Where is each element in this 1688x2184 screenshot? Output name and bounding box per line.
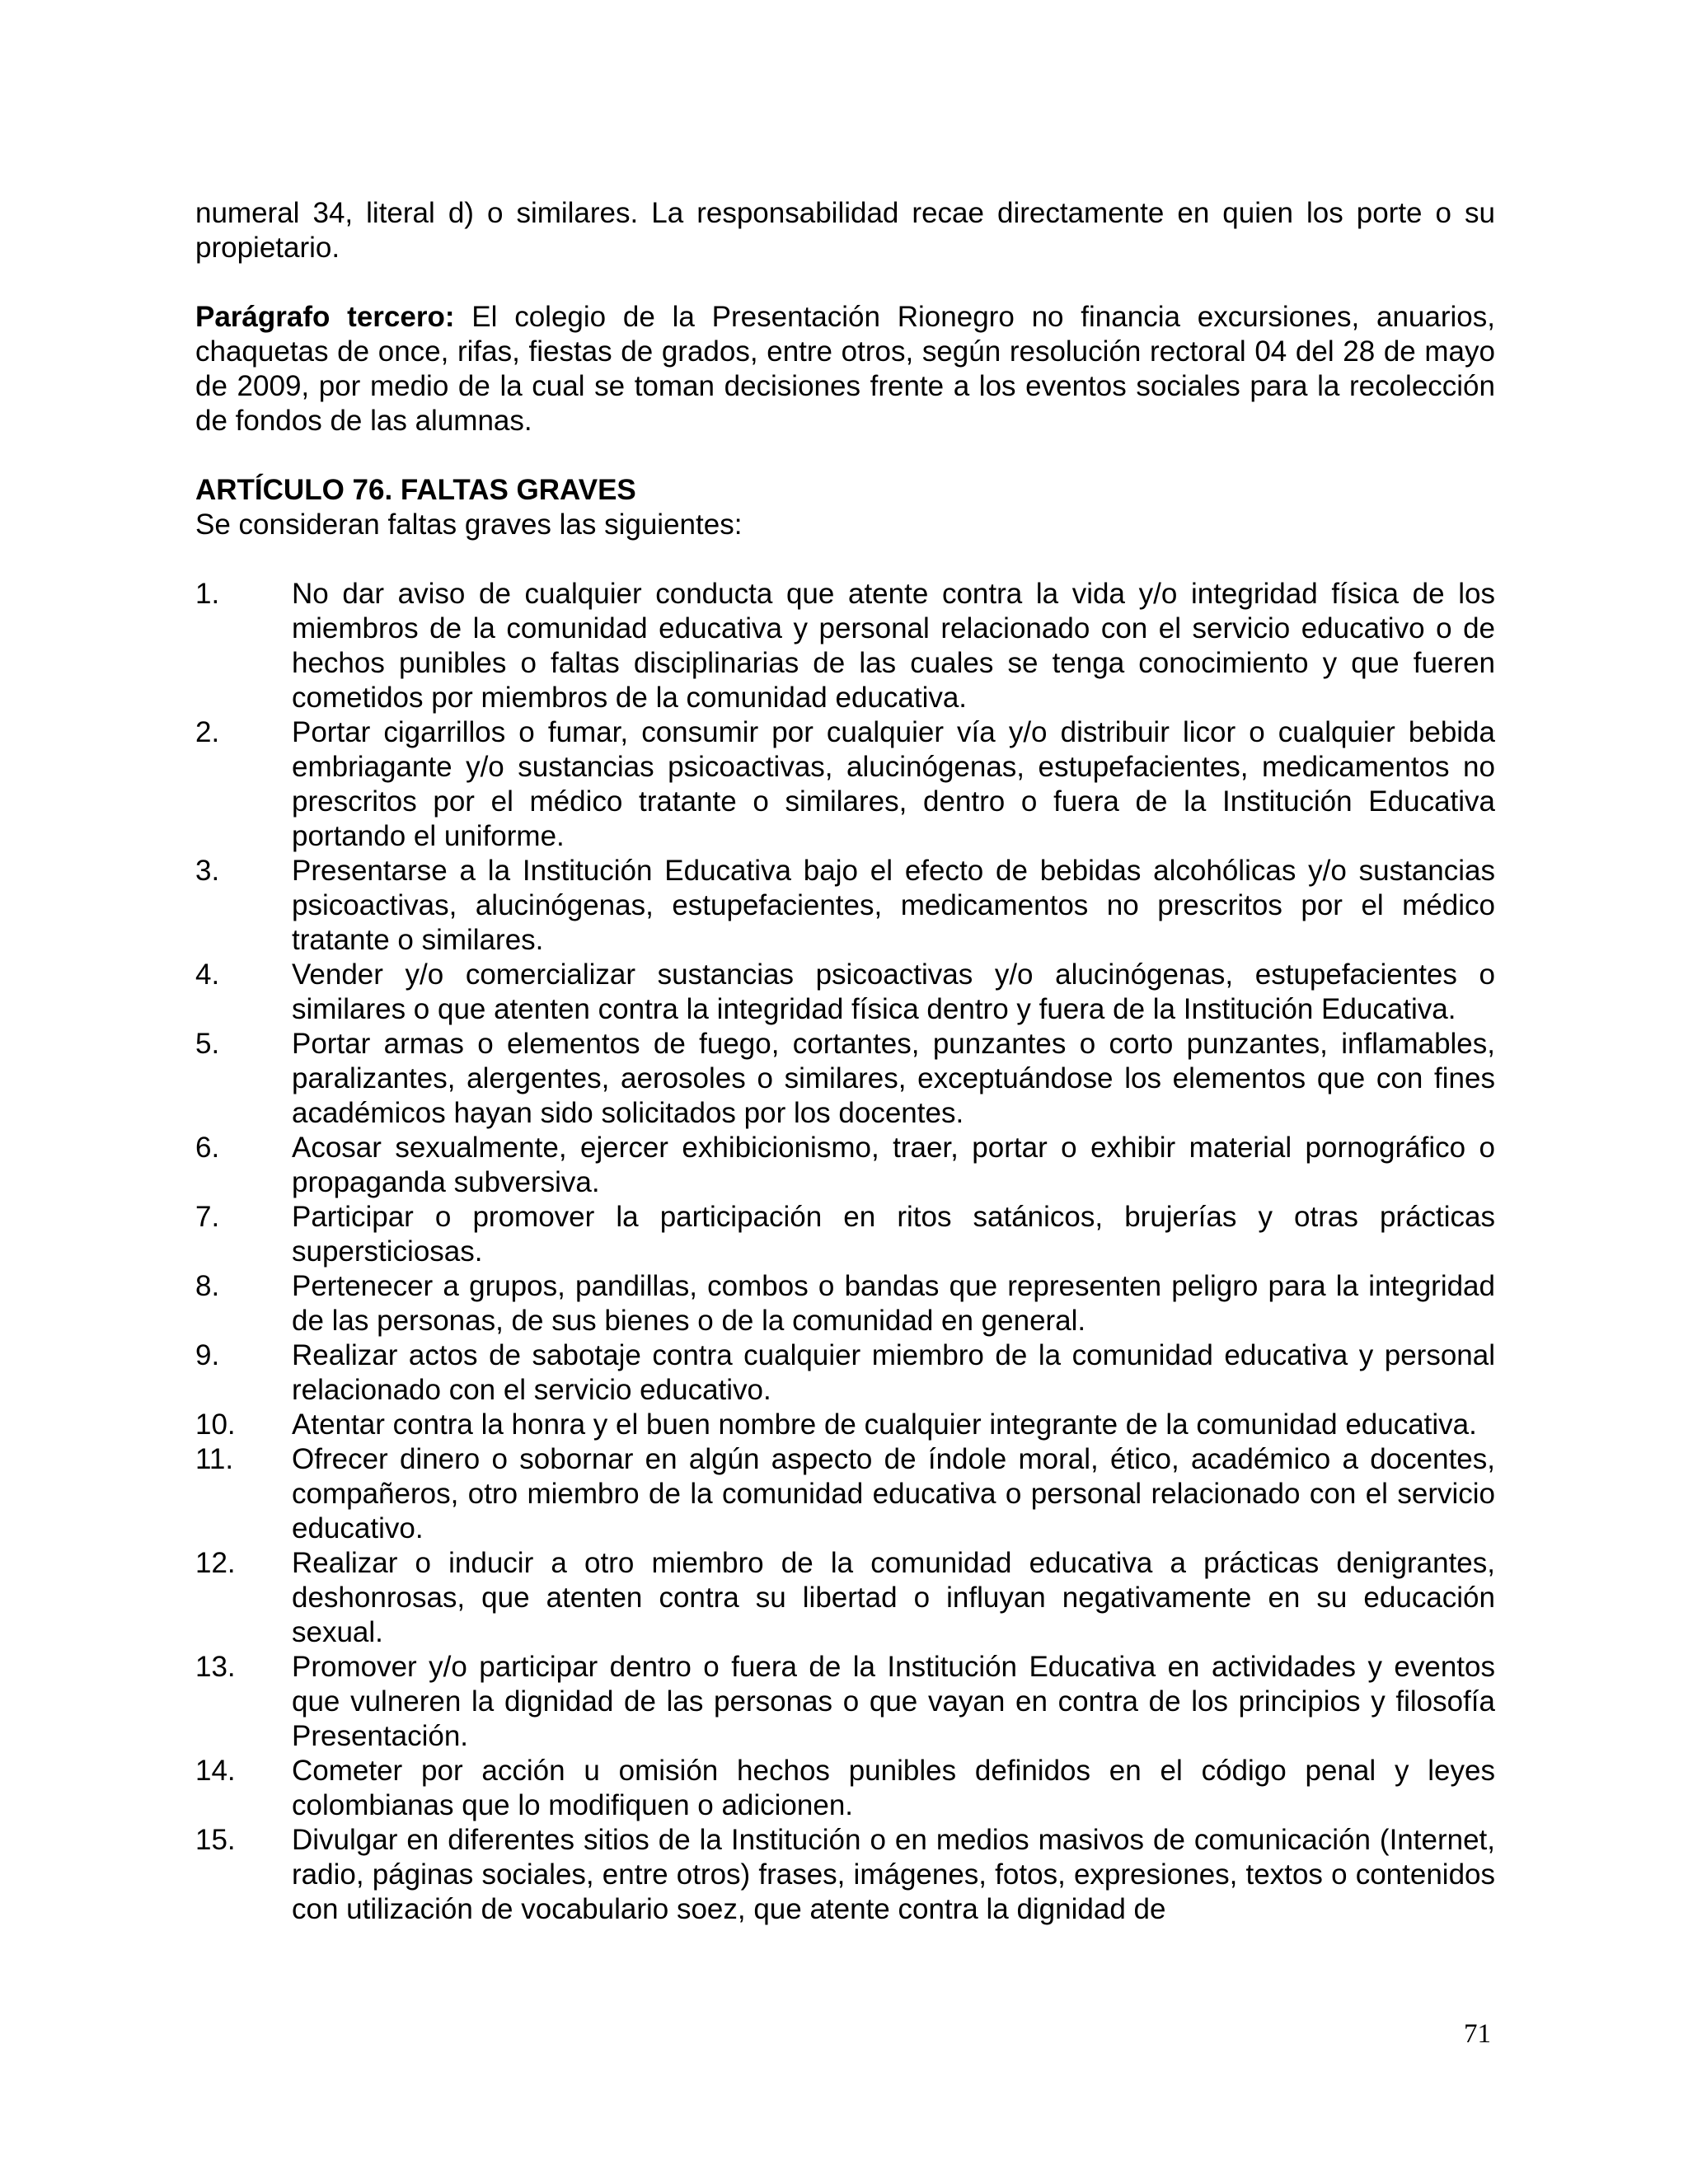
- item-text: Cometer por acción u omisión hechos punibles definidos en el código penal y leyes colombianas que lo modifiquen o adicionen.: [292, 1755, 1495, 1821]
- list-item: [195, 1269, 1495, 1338]
- item-number: 10.: [195, 1408, 236, 1441]
- list-item: [195, 854, 1495, 958]
- item-number: 13.: [195, 1651, 236, 1683]
- item-text: Realizar o inducir a otro miembro de la comunidad educativa a prácticas denigrantes, deshonrosas, que atenten contra su libertad o influyan negativamente en su educación sexual.: [292, 1547, 1495, 1648]
- item-text: Atentar contra la honra y el buen nombre de cualquier integrante de la comunidad educativa.: [292, 1408, 1477, 1441]
- intro-paragraph: numeral 34, literal d) o similares. La responsabilidad recae directamente en quien los porte o su propietario.: [195, 197, 1495, 264]
- item-number: 3.: [195, 855, 220, 887]
- paragraph-tercero: [195, 300, 1495, 438]
- list-item: [195, 1027, 1495, 1131]
- item-number: 11.: [195, 1443, 234, 1475]
- list-item: [195, 1754, 1495, 1823]
- list-item: [195, 1408, 1495, 1442]
- item-number: 9.: [195, 1339, 220, 1371]
- item-text: Participar o promover la participación en ritos satánicos, brujerías y otras prácticas supersticiosas.: [292, 1201, 1495, 1268]
- item-number: 7.: [195, 1201, 220, 1233]
- list-item: [195, 1823, 1495, 1927]
- list-item: [195, 715, 1495, 854]
- item-text: No dar aviso de cualquier conducta que atente contra la vida y/o integridad física de los miembros de la comunidad educativa y personal relacionado con el servicio educativo o de hechos punibles o faltas disciplinarias de las cuales se tenga conocimiento y que fueren cometidos por miembros de la comunidad educativa.: [292, 578, 1495, 714]
- paragraph-text: El colegio de la Presentación Rionegro no financia excursiones, anuarios, chaquetas de once, rifas, fiestas de grados, entre otros, según resolución rectoral 04 del 28 de mayo de 2009, por medio de la cual se toman decisiones frente a los eventos sociales para la recolección de fondos de las alumnas.: [195, 301, 1495, 437]
- item-text: Ofrecer dinero o sobornar en algún aspecto de índole moral, ético, académico a docentes, compañeros, otro miembro de la comunidad educativa o personal relacionado con el servicio educativo.: [292, 1443, 1495, 1544]
- list-item: [195, 1546, 1495, 1650]
- paragraph-label: Parágrafo tercero:: [195, 301, 455, 333]
- item-number: 14.: [195, 1755, 236, 1787]
- item-text: Promover y/o participar dentro o fuera de la Institución Educativa en actividades y eventos que vulneren la dignidad de las personas o que vayan en contra de los principios y filosofía Presentación.: [292, 1651, 1495, 1752]
- list-item: [195, 577, 1495, 715]
- item-number: 15.: [195, 1824, 236, 1856]
- item-number: 12.: [195, 1547, 236, 1579]
- item-text: Divulgar en diferentes sitios de la Institución o en medios masivos de comunicación (Internet, radio, páginas sociales, entre otros) frases, imágenes, fotos, expresiones, textos o contenidos con utilización de vocabulario soez, que atente contra la dignidad de: [292, 1824, 1495, 1925]
- article-intro: Se consideran faltas graves las siguientes:: [195, 509, 743, 541]
- article-heading: ARTÍCULO 76. FALTAS GRAVES: [195, 474, 636, 506]
- item-text: Presentarse a la Institución Educativa bajo el efecto de bebidas alcohólicas y/o sustancias psicoactivas, alucinógenas, estupefacientes, medicamentos no prescritos por el médico tratante o similares.: [292, 855, 1495, 956]
- list-item: [195, 1442, 1495, 1546]
- document-page: [195, 196, 1495, 1927]
- item-number: 4.: [195, 958, 220, 991]
- list-item: [195, 1338, 1495, 1408]
- item-number: 6.: [195, 1132, 220, 1164]
- item-text: Portar cigarrillos o fumar, consumir por cualquier vía y/o distribuir licor o cualquier bebida embriagante y/o sustancias psicoactivas, alucinógenas, estupefacientes, medicamentos no prescritos por el médico tratante o similares, dentro o fuera de la Institución Educativa portando el uniforme.: [292, 716, 1495, 852]
- item-number: 2.: [195, 716, 220, 748]
- item-number: 1.: [195, 578, 220, 610]
- item-number: 5.: [195, 1028, 220, 1060]
- item-text: Pertenecer a grupos, pandillas, combos o bandas que representen peligro para la integridad de las personas, de sus bienes o de la comunidad en general.: [292, 1270, 1495, 1337]
- infractions-list: [195, 577, 1495, 1927]
- list-item: [195, 1200, 1495, 1269]
- list-item: [195, 958, 1495, 1027]
- list-item: [195, 1131, 1495, 1200]
- item-number: 8.: [195, 1270, 220, 1302]
- list-item: [195, 1650, 1495, 1754]
- page-number: 71: [1464, 2019, 1491, 2049]
- item-text: Portar armas o elementos de fuego, cortantes, punzantes o corto punzantes, inflamables, paralizantes, alergentes, aerosoles o similares, exceptuándose los elementos que con fines académicos hayan sido solicitados por los docentes.: [292, 1028, 1495, 1129]
- item-text: Vender y/o comercializar sustancias psicoactivas y/o alucinógenas, estupefacientes o similares o que atenten contra la integridad física dentro y fuera de la Institución Educativa.: [292, 958, 1495, 1025]
- item-text: Acosar sexualmente, ejercer exhibicionismo, traer, portar o exhibir material pornográfico o propaganda subversiva.: [292, 1132, 1495, 1198]
- item-text: Realizar actos de sabotaje contra cualquier miembro de la comunidad educativa y personal relacionado con el servicio educativo.: [292, 1339, 1495, 1406]
